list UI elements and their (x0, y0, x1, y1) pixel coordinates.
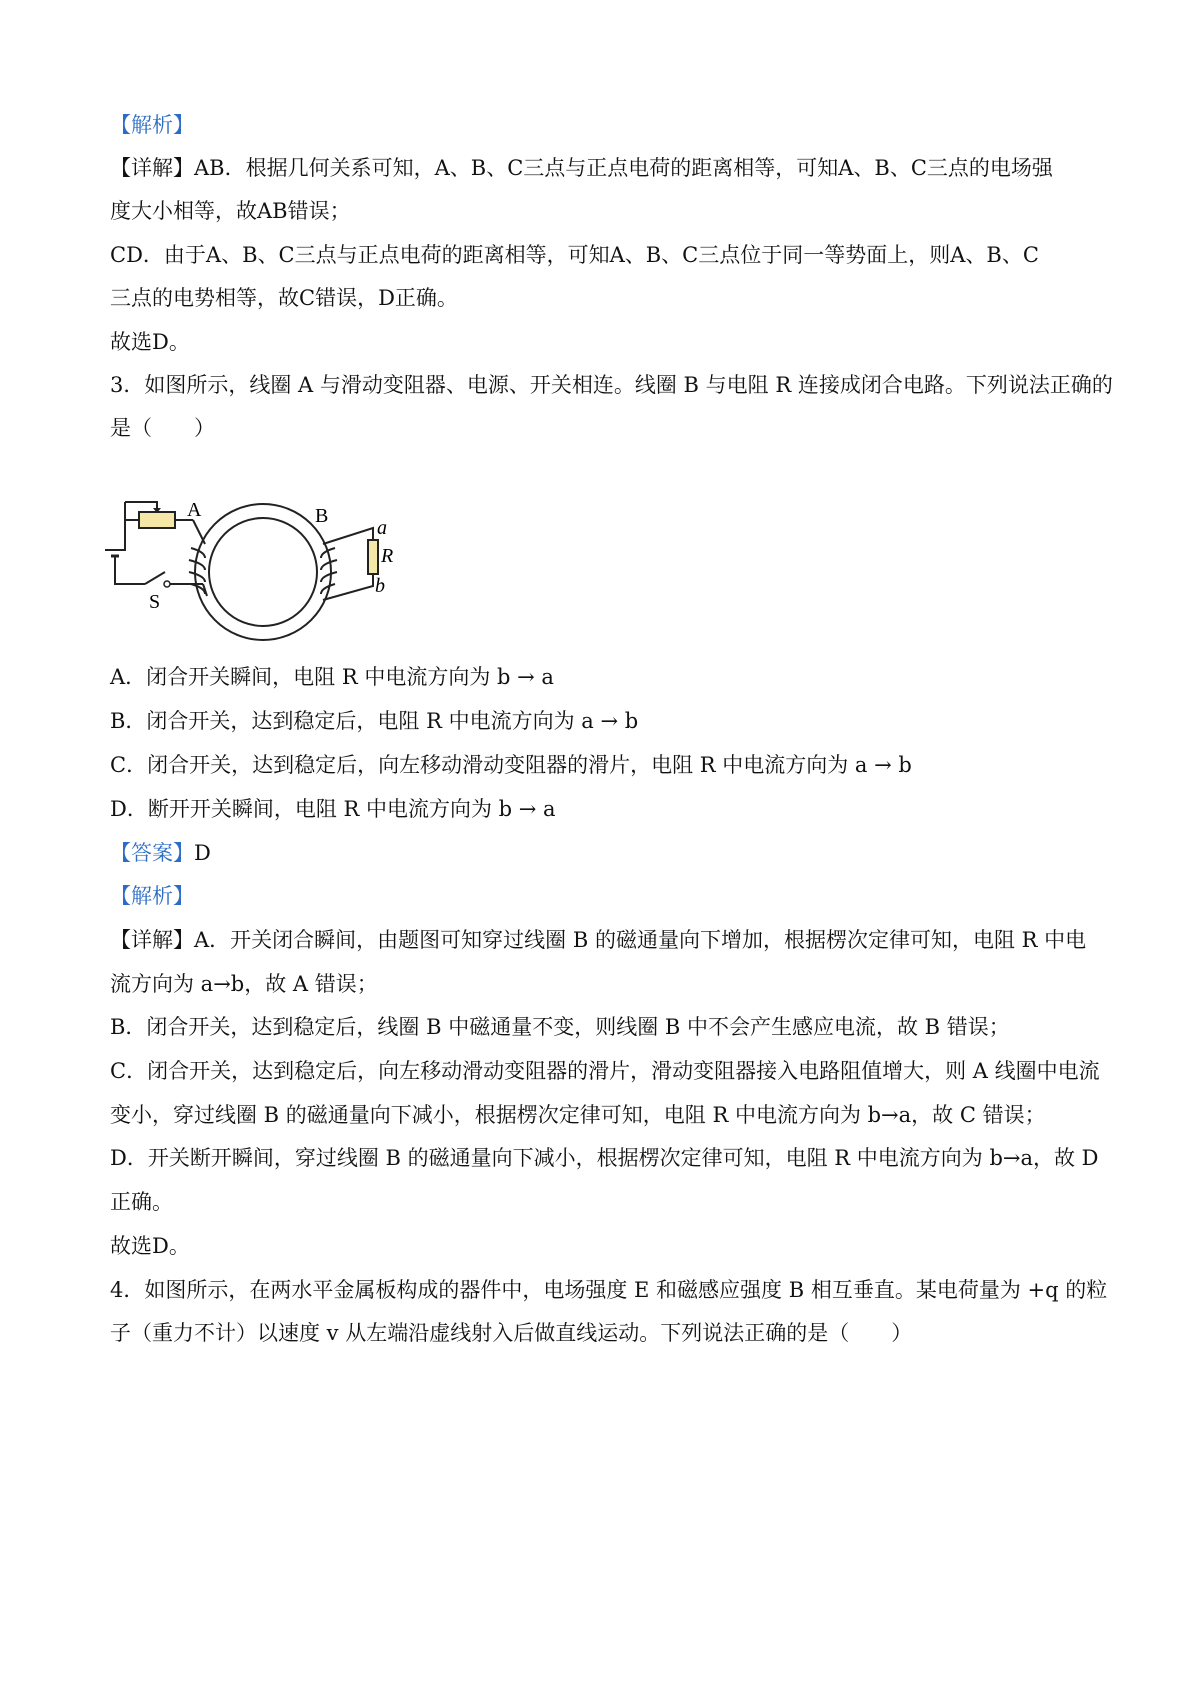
conclusion-line: 故选D。 (110, 330, 190, 354)
switch-s-label: S (149, 591, 161, 613)
coil-b-label: B (315, 505, 329, 527)
terminal-a-label: a (377, 517, 387, 539)
detail-line: 正确。 (110, 1190, 173, 1214)
rheostat-icon (139, 512, 175, 528)
answer-label: 【答案】 (110, 841, 194, 865)
detail-line: 度大小相等，故AB错误； (110, 199, 351, 223)
detail-line: 流方向为 a→b，故 A 错误； (110, 972, 378, 996)
detail-line: B．闭合开关，达到稳定后，线圈 B 中磁通量不变，则线圈 B 中不会产生感应电流，故 B 错误； (110, 1015, 1010, 1039)
option-a: A．闭合开关瞬间，电阻 R 中电流方向为 b → a (110, 665, 554, 689)
detail-line (110, 925, 1110, 955)
answer-line (110, 838, 1110, 868)
terminal-b-label: b (375, 575, 385, 597)
detail-line: D．开关断开瞬间，穿过线圈 B 的磁通量向下减小，根据楞次定律可知，电阻 R 中电流方向为 b→a，故 D (110, 1146, 1099, 1170)
option-b: B．闭合开关，达到稳定后，电阻 R 中电流方向为 a → b (110, 709, 639, 733)
detail-text: A．开关闭合瞬间，由题图可知穿过线圈 B 的磁通量向下增加，根据楞次定律可知，电阻 R 中电 (194, 928, 1087, 952)
detail-line: CD．由于A、B、C三点与正点电荷的距离相等，可知A、B、C三点位于同一等势面上，则A、B、C (110, 243, 1039, 267)
question-stem: 是（ ） (110, 416, 215, 440)
detail-label: 【详解】 (110, 156, 194, 180)
question-stem: 3．如图所示，线圈 A 与滑动变阻器、电源、开关相连。线圈 B 与电阻 R 连接成闭合电路。下列说法正确的 (110, 373, 1113, 397)
detail-label: 【详解】 (110, 928, 194, 952)
answer-value: D (194, 841, 211, 865)
detail-line (110, 153, 1110, 183)
analysis-label: 【解析】 (110, 884, 194, 908)
resistor-icon (368, 540, 378, 574)
option-d: D．断开开关瞬间，电阻 R 中电流方向为 b → a (110, 797, 556, 821)
analysis-label: 【解析】 (110, 113, 194, 137)
detail-line: 三点的电势相等，故C错误，D正确。 (110, 286, 458, 310)
conclusion-line: 故选D。 (110, 1234, 190, 1258)
switch-icon (145, 572, 165, 584)
circuit-diagram (105, 500, 435, 650)
resistor-r-label: R (381, 545, 394, 567)
option-c: C．闭合开关，达到稳定后，向左移动滑动变阻器的滑片，电阻 R 中电流方向为 a → b (110, 753, 912, 777)
question-stem: 子（重力不计）以速度 v 从左端沿虚线射入后做直线运动。下列说法正确的是（ ） (110, 1321, 913, 1345)
coil-a-label: A (187, 500, 202, 521)
question-stem: 4．如图所示，在两水平金属板构成的器件中，电场强度 E 和磁感应强度 B 相互垂直。某电荷量为 +q 的粒 (110, 1278, 1108, 1302)
detail-line: 变小，穿过线圈 B 的磁通量向下减小，根据楞次定律可知，电阻 R 中电流方向为 b→a，故 C 错误； (110, 1103, 1046, 1127)
detail-text: AB．根据几何关系可知，A、B、C三点与正点电荷的距离相等，可知A、B、C三点的电场强 (194, 156, 1053, 180)
detail-line: C．闭合开关，达到稳定后，向左移动滑动变阻器的滑片，滑动变阻器接入电路阻值增大，则 A 线圈中电流 (110, 1059, 1100, 1083)
